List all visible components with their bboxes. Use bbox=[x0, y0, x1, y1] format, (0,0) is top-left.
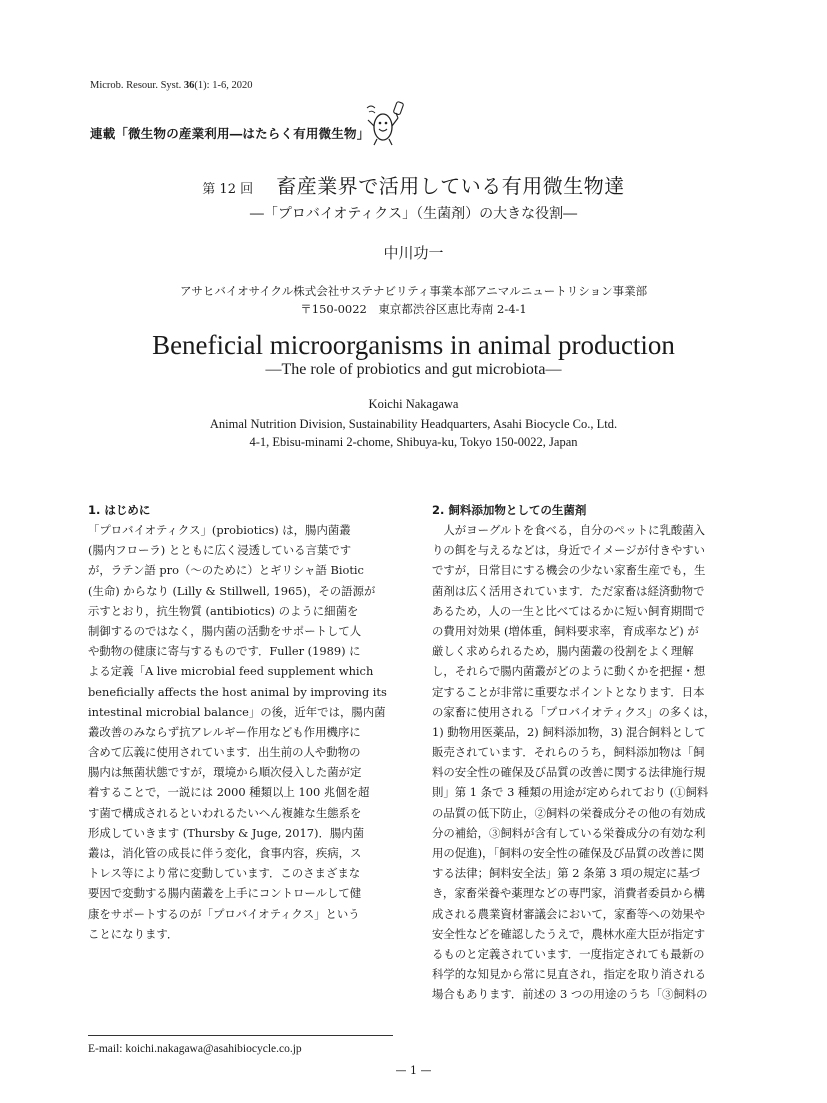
section-1-body bbox=[88, 520, 395, 944]
text-line: 形成していきます (Thursby & Juge, 2017)．腸内菌 bbox=[88, 825, 365, 840]
text-line: 科学的な知見から常に見直され，指定を取り消される bbox=[432, 967, 707, 982]
journal-issue-pages: (1): 1-6, 2020 bbox=[194, 80, 253, 91]
japanese-subtitle: ―「プロバイオティクス」（生菌剤）の大きな役割― bbox=[249, 206, 578, 222]
text-line: や動物の健康に寄与するものです．Fuller (1989) に bbox=[88, 644, 361, 659]
journal-volume: 36 bbox=[183, 80, 195, 91]
text-line: 則」第 1 条で 3 種類の用途が定められており (①飼料 bbox=[432, 785, 709, 800]
left-column bbox=[88, 500, 395, 944]
page-number: — 1 — bbox=[395, 1064, 432, 1077]
text-line: ですが，日常目にする機会の少ない家畜生産でも，生 bbox=[432, 563, 706, 578]
text-line: (腸内フローラ) とともに広く浸透している言葉です bbox=[88, 543, 352, 558]
english-author: Koichi Nakagawa bbox=[368, 397, 459, 411]
text-line: 含めて広義に使用されています．出生前の人や動物の bbox=[88, 745, 361, 760]
journal-name: Microb. Resour. Syst. bbox=[90, 80, 182, 91]
english-title: Beneficial microorganisms in animal production bbox=[152, 330, 675, 360]
text-line: ことになります． bbox=[88, 926, 179, 941]
text-line: の品質の低下防止，②飼料の栄養成分その他の有効成 bbox=[432, 805, 706, 820]
english-affiliation-line-2: 4-1, Ebisu-minami 2-chome, Shibuya-ku, Tokyo 150-0022, Japan bbox=[249, 435, 578, 449]
text-line: 安全性などを確認したうえで，農林水産大臣が指定す bbox=[432, 926, 706, 941]
text-line: 制御するのではなく，腸内菌の活動をサポートして人 bbox=[88, 623, 362, 638]
japanese-affiliation bbox=[0, 282, 827, 318]
text-line: き，家畜栄養や薬理などの専門家，消費者委員から構 bbox=[432, 886, 705, 901]
text-line: 要因で変動する腸内菌叢を上手にコントロールして健 bbox=[88, 886, 362, 901]
text-line: 料の安全性の確保及び品質の改善に関する法律施行規 bbox=[432, 765, 706, 780]
right-column bbox=[432, 500, 739, 1005]
text-line: の費用対効果 (増体重，飼料要求率，育成率など) が bbox=[432, 623, 699, 638]
text-line: beneficially affects the host animal by improving its bbox=[88, 684, 387, 699]
text-line: 叢改善のみならず抗アレルギー作用なども作用機序に bbox=[88, 724, 361, 739]
japanese-affiliation-line-2: 〒150-0022 東京都渋谷区恵比寿南 2-4-1 bbox=[300, 302, 527, 316]
section-2-heading: 2. 飼料添加物としての生菌剤 bbox=[432, 503, 587, 517]
text-line: りの餌を与えるなどは，身近でイメージが付きやすい bbox=[432, 543, 706, 558]
series-label: 連載「微生物の産業利用―はたらく有用微生物」 bbox=[90, 126, 370, 141]
japanese-affiliation-line-1: アサヒバイオサイクル株式会社サステナビリティ事業本部アニマルニュートリション事業部 bbox=[179, 284, 648, 298]
text-line: 着することで，一説には 2000 種類以上 100 兆個を超 bbox=[88, 785, 370, 800]
text-line: 叢は，消化管の成長に伴う変化，食事内容，疾病，ス bbox=[88, 846, 362, 860]
text-line: 分の補給，③飼料が含有している栄養成分の有効な利 bbox=[432, 825, 706, 840]
section-1-heading: 1. はじめに bbox=[88, 503, 151, 517]
text-line: intestinal microbial balance」の後，近年では，腸内菌 bbox=[88, 704, 386, 719]
text-line: 場合もあります．前述の 3 つの用途のうち「③飼料の bbox=[432, 987, 708, 1002]
microbe-mascot-icon bbox=[365, 98, 407, 146]
footnote-divider bbox=[88, 1035, 393, 1036]
text-line: トレス等により常に変動しています．このさまざまな bbox=[88, 866, 361, 881]
section-2-body bbox=[432, 520, 739, 1005]
text-line: が，ラテン語 pro（〜のために）とギリシャ語 Biotic bbox=[88, 563, 364, 578]
text-line: あるため，人の一生と比べてはるかに短い飼育期間で bbox=[432, 603, 705, 618]
text-line: 販売されています．それらのうち，飼料添加物は「飼 bbox=[432, 745, 705, 760]
text-line: の家畜に使用される「プロバイオティクス」の多くは， bbox=[432, 704, 716, 719]
text-line: する法律；飼料安全法」第 2 条第 3 項の規定に基づ bbox=[432, 866, 701, 881]
text-line: 腸内は無菌状態ですが，環境から順次侵入した菌が定 bbox=[88, 765, 362, 780]
text-line: 厳しく求められるため，腸内菌叢の役割をよく理解 bbox=[432, 644, 694, 659]
text-line: 人がヨーグルトを食べる，自分のペットに乳酸菌入 bbox=[432, 523, 706, 537]
text-line: 康をサポートするのが「プロバイオティクス」という bbox=[88, 906, 360, 921]
text-line: 示すとおり，抗生物質 (antibiotics) のように細菌を bbox=[88, 603, 359, 618]
english-affiliation bbox=[0, 415, 827, 451]
japanese-title: 畜産業界で活用している有用微生物達 bbox=[276, 174, 625, 198]
text-line: (生命) からなり (Lilly & Stillwell, 1965)，その語源が bbox=[88, 583, 376, 598]
journal-citation bbox=[90, 80, 252, 91]
text-line: し，それらで腸内菌叢がどのように動くかを把握・想 bbox=[432, 664, 706, 679]
text-line: す菌で構成されるといわれるたいへん複雑な生態系を bbox=[88, 805, 362, 820]
text-line: 菌剤は広く活用されています．ただ家畜は経済動物で bbox=[432, 583, 705, 598]
text-line: 「プロバイオティクス」(probiotics) は，腸内菌叢 bbox=[88, 523, 351, 537]
english-subtitle: ―The role of probiotics and gut microbiota― bbox=[265, 361, 562, 378]
text-line: 定することが非常に重要なポイントとなります．日本 bbox=[432, 684, 705, 699]
author-email: E-mail: koichi.nakagawa@asahibiocycle.co.jp bbox=[88, 1043, 302, 1055]
series-number: 第 12 回 bbox=[202, 182, 254, 197]
english-affiliation-line-1: Animal Nutrition Division, Sustainability Headquarters, Asahi Biocycle Co., Ltd. bbox=[209, 417, 618, 431]
text-line: 用の促進)，「飼料の安全性の確保及び品質の改善に関 bbox=[432, 846, 705, 860]
text-line: 成される農業資材審議会において，家畜等への効果や bbox=[432, 906, 706, 921]
text-line: よる定義「A live microbial feed supplement which bbox=[88, 664, 374, 679]
text-line: るものと定義されています．一度指定されても最新の bbox=[432, 946, 705, 961]
text-line: 1) 動物用医薬品，2) 飼料添加物，3) 混合飼料として bbox=[432, 724, 706, 739]
japanese-title-block bbox=[0, 170, 827, 199]
japanese-author: 中川功一 bbox=[383, 244, 444, 262]
